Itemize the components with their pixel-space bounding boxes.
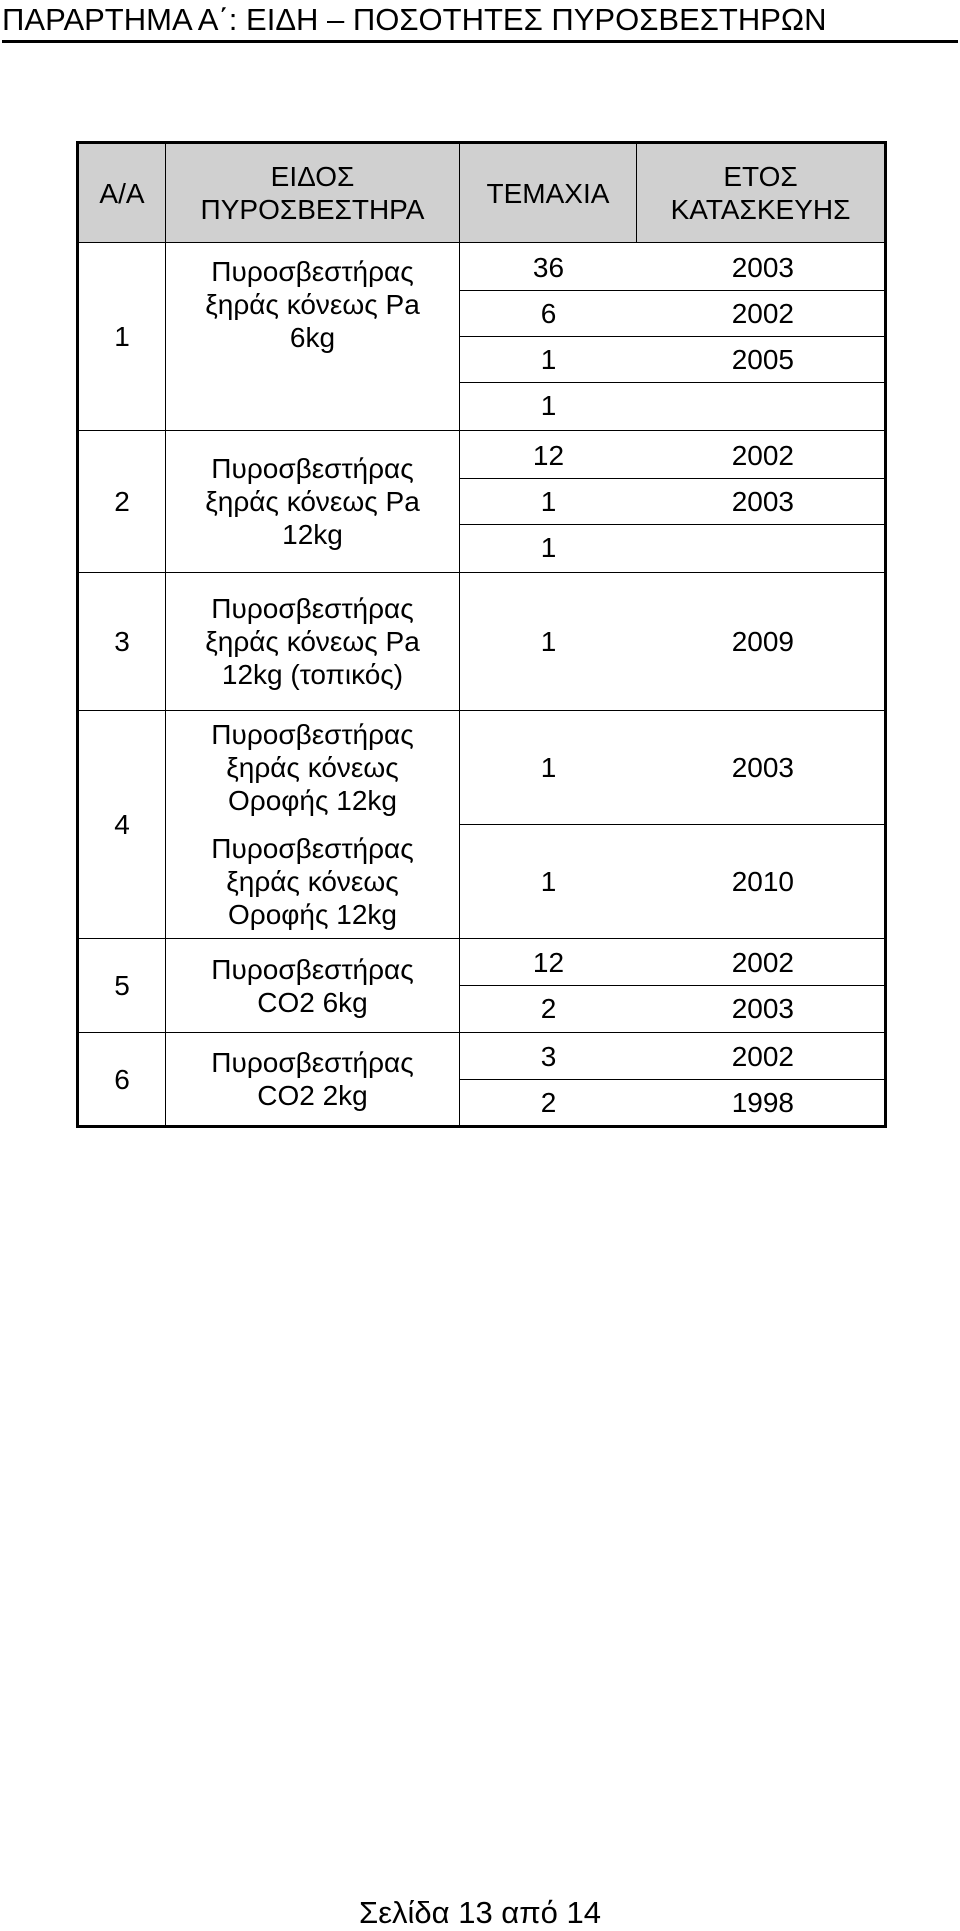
entry xyxy=(460,291,884,337)
entry xyxy=(460,433,884,479)
entry xyxy=(460,859,884,904)
entry xyxy=(460,479,884,525)
table-row xyxy=(78,711,886,825)
table-row xyxy=(78,573,886,711)
header-kind xyxy=(166,143,460,243)
entry-year: 2003 xyxy=(731,252,794,283)
kind-line: Πυροσβεστήρας xyxy=(211,719,414,751)
table-row xyxy=(78,939,886,1033)
entry-year: 2002 xyxy=(731,298,794,329)
entry-year: 1998 xyxy=(731,1086,794,1118)
entry xyxy=(460,1080,884,1125)
header-kind-line1: ΕΙΔΟΣ xyxy=(270,161,355,192)
row-kind xyxy=(166,431,460,573)
row-aa: 3 xyxy=(78,573,166,711)
entry-qty: 12 xyxy=(532,440,565,471)
kind-line: Οροφής 12kg xyxy=(228,785,397,817)
table-row xyxy=(78,243,886,431)
header-qty: ΤΕΜΑΧΙΑ xyxy=(460,143,637,243)
header-kind-line2: ΠΥΡΟΣΒΕΣΤΗΡΑ xyxy=(200,194,425,225)
header-year-line2: ΚΑΤΑΣΚΕΥΗΣ xyxy=(670,194,851,225)
kind-line: ξηράς κόνεως xyxy=(226,752,399,784)
page-footer: Σελίδα 13 από 14 xyxy=(359,1895,601,1930)
entry-qty: 1 xyxy=(540,344,557,375)
row-aa: 5 xyxy=(78,939,166,1033)
entry-year: 2002 xyxy=(731,1040,794,1072)
entry-qty: 36 xyxy=(532,252,565,283)
kind-line: CO2 6kg xyxy=(257,986,368,1018)
entry xyxy=(460,986,884,1031)
entry-year: 2005 xyxy=(731,344,794,375)
kind-line: Πυροσβεστήρας xyxy=(211,953,414,985)
entry-year: 2010 xyxy=(731,866,794,897)
entry-year: 2009 xyxy=(731,626,794,657)
row-kind xyxy=(166,939,460,1033)
entry-qty: 1 xyxy=(540,390,557,421)
row-aa: 4 xyxy=(78,711,166,939)
row-kind xyxy=(166,1033,460,1127)
entry xyxy=(460,337,884,383)
row-kind xyxy=(166,243,460,431)
entry xyxy=(460,245,884,291)
row-kind xyxy=(166,573,460,711)
table-row xyxy=(78,1033,886,1127)
kind-line: 12kg (τοπικός) xyxy=(221,659,404,690)
row-entries xyxy=(460,825,886,939)
header-row xyxy=(78,143,886,243)
kind-line: Πυροσβεστήρας xyxy=(211,593,414,624)
kind-line: Πυροσβεστήρας xyxy=(211,832,414,864)
entry-qty: 1 xyxy=(540,626,557,657)
entry-qty: 1 xyxy=(540,532,557,563)
kind-line: Πυροσβεστήρας xyxy=(211,453,414,484)
kind-line: ξηράς κόνεως xyxy=(226,865,399,897)
entry-qty: 6 xyxy=(540,298,557,329)
kind-line: ξηράς κόνεως Pa xyxy=(205,626,420,657)
kind-line: 6kg xyxy=(289,322,336,353)
row-aa: 6 xyxy=(78,1033,166,1127)
row-entries xyxy=(460,1033,886,1127)
extinguisher-table xyxy=(76,141,887,1128)
entry-year: 2003 xyxy=(731,486,794,517)
entry-qty: 1 xyxy=(540,866,557,897)
row-aa: 1 xyxy=(78,243,166,431)
entry xyxy=(460,940,884,986)
kind-line: Πυροσβεστήρας xyxy=(211,1047,414,1078)
row-entries xyxy=(460,939,886,1033)
entry xyxy=(460,1034,884,1080)
row-kind xyxy=(166,711,460,825)
kind-line: CO2 2kg xyxy=(257,1080,368,1111)
page-title: ΠΑΡΑΡΤΗΜΑ Α΄: ΕΙΔΗ – ΠΟΣΟΤΗΤΕΣ ΠΥΡΟΣΒΕΣΤΗΡΩΝ xyxy=(2,0,958,43)
kind-line: Οροφής 12kg xyxy=(228,898,397,930)
entry xyxy=(460,619,884,664)
row-kind xyxy=(166,825,460,939)
kind-line: 12kg xyxy=(282,519,343,550)
entry-qty: 2 xyxy=(540,993,557,1024)
entry xyxy=(460,383,884,428)
entry-qty: 12 xyxy=(532,947,565,978)
row-entries xyxy=(460,431,886,573)
table-row xyxy=(78,431,886,573)
entry-qty: 3 xyxy=(540,1040,557,1072)
header-year-line1: ΕΤΟΣ xyxy=(723,161,798,192)
row-entries xyxy=(460,573,886,711)
row-entries xyxy=(460,243,886,431)
entry xyxy=(460,525,884,570)
header-year xyxy=(637,143,886,243)
entry-year: 2002 xyxy=(731,947,794,978)
entry-year: 2002 xyxy=(731,440,794,471)
row-entries xyxy=(460,711,886,825)
entry-qty: 2 xyxy=(540,1086,557,1118)
table-row xyxy=(78,825,886,939)
entry-year: 2003 xyxy=(731,993,794,1024)
row-aa: 2 xyxy=(78,431,166,573)
kind-line: ξηράς κόνεως Pa xyxy=(205,289,420,320)
entry-year: 2003 xyxy=(731,752,794,783)
kind-line: ξηράς κόνεως Pa xyxy=(205,486,420,517)
entry xyxy=(460,745,884,790)
header-aa: Α/Α xyxy=(78,143,166,243)
kind-line: Πυροσβεστήρας xyxy=(211,256,414,287)
entry-qty: 1 xyxy=(540,752,557,783)
entry-qty: 1 xyxy=(540,486,557,517)
